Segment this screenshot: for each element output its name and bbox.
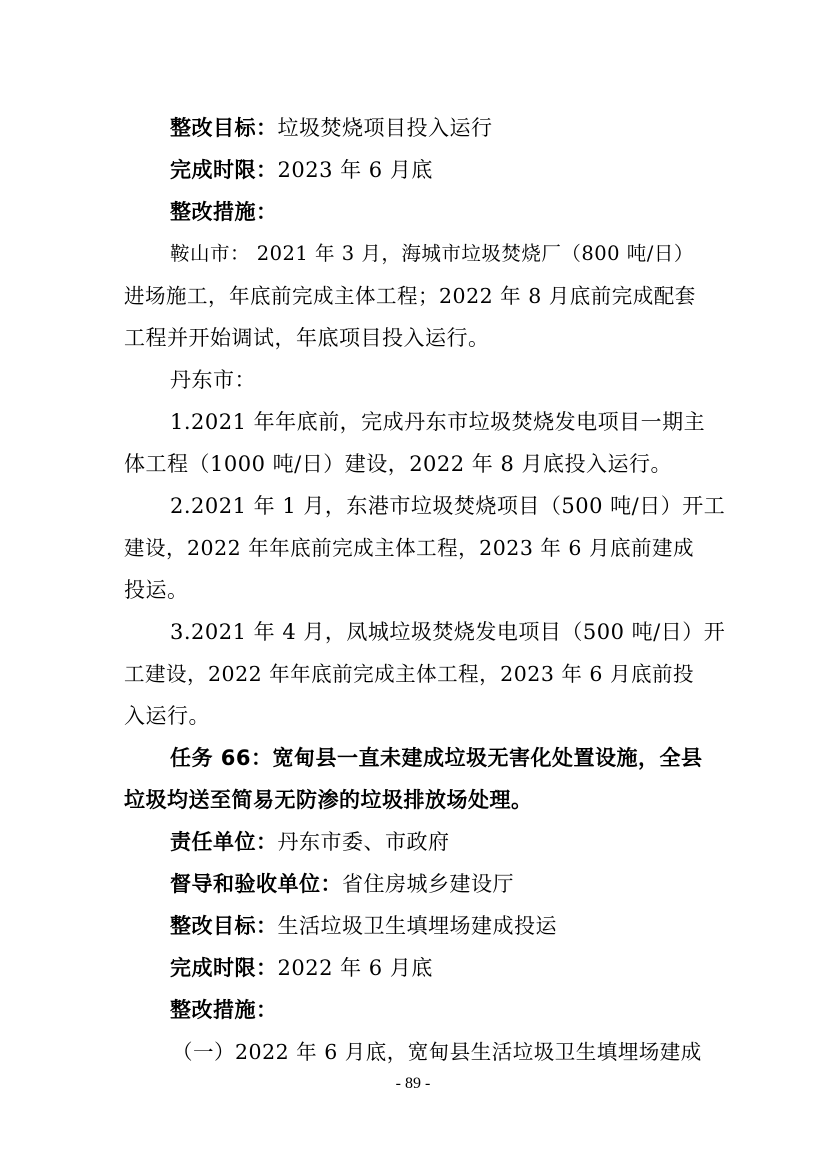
step-1-line: （一）2022 年 6 月底，宽甸县生活垃圾卫生填埋场建成 <box>172 1040 702 1064</box>
measures-1-label: 整改措施： <box>170 200 278 224</box>
supervisor-label: 督导和验收单位： <box>170 872 342 896</box>
deadline-2-label: 完成时限： <box>170 956 278 980</box>
responsible-label: 责任单位： <box>170 830 278 854</box>
responsible-text: 丹东市委、市政府 <box>277 830 450 854</box>
task-66-line-2: 垃圾均送至简易无防渗的垃圾排放场处理。 <box>124 788 533 812</box>
deadline-2-line <box>170 953 750 983</box>
target-1-label: 整改目标： <box>170 116 278 140</box>
responsible-line <box>170 827 750 857</box>
supervisor-line <box>170 869 750 899</box>
measures-2-label: 整改措施： <box>170 998 278 1022</box>
deadline-2-text: 2022 年 6 月底 <box>277 956 433 980</box>
task-66-line-1: 任务 66：宽甸县一直未建成垃圾无害化处置设施，全县 <box>170 746 703 770</box>
dandong-item-3-line-2: 工建设，2022 年年底前完成主体工程，2023 年 6 月底前投 <box>124 662 694 686</box>
dandong-item-3-line-1: 3.2021 年 4 月，凤城垃圾焚烧发电项目（500 吨/日）开 <box>170 620 726 644</box>
dandong-item-2-line-2: 建设，2022 年年底前完成主体工程，2023 年 6 月底前建成 <box>124 536 694 560</box>
dandong-item-3-line-3: 入运行。 <box>124 704 210 728</box>
target-2-label: 整改目标： <box>170 914 278 938</box>
deadline-1-line <box>170 155 750 185</box>
anshan-line-1: 鞍山市： 2021 年 3 月，海城市垃圾焚烧厂（800 吨/日） <box>170 242 694 265</box>
deadline-1-label: 完成时限： <box>170 158 278 182</box>
target-1-line <box>170 113 750 143</box>
page-number: - 89 - <box>395 1075 431 1092</box>
anshan-line-2: 进场施工，年底前完成主体工程；2022 年 8 月底前完成配套 <box>124 284 696 308</box>
target-2-line <box>170 911 750 941</box>
measures-1-line <box>170 197 750 227</box>
target-1-text: 垃圾焚烧项目投入运行 <box>277 116 493 140</box>
dandong-item-2-line-1: 2.2021 年 1 月，东港市垃圾焚烧项目（500 吨/日）开工 <box>170 494 726 518</box>
deadline-1-text: 2023 年 6 月底 <box>277 158 433 182</box>
dandong-item-1-line-2: 体工程（1000 吨/日）建设，2022 年 8 月底投入运行。 <box>124 452 673 476</box>
dandong-heading: 丹东市： <box>170 368 256 392</box>
anshan-line-3: 工程并开始调试，年底项目投入运行。 <box>124 326 490 350</box>
supervisor-text: 省住房城乡建设厅 <box>342 872 514 896</box>
measures-2-line <box>170 995 750 1025</box>
dandong-item-1-line-1: 1.2021 年年底前，完成丹东市垃圾焚烧发电项目一期主 <box>170 410 706 434</box>
target-2-text: 生活垃圾卫生填埋场建成投运 <box>277 914 557 938</box>
dandong-item-2-line-3: 投运。 <box>124 578 189 602</box>
